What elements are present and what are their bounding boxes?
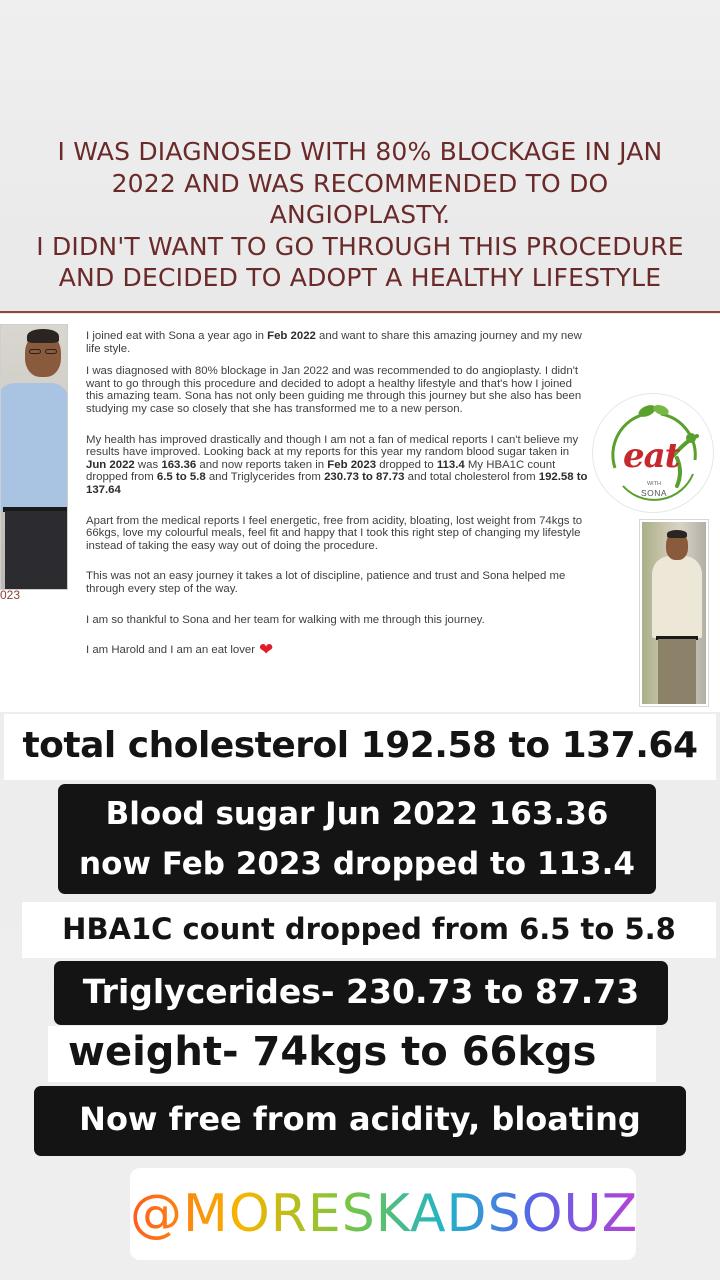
triglycerides-banner: Triglycerides- 230.73 to 87.73	[54, 961, 668, 1025]
testimonial-document	[0, 314, 720, 712]
handle-username: MORESKADSOUZA	[183, 1184, 675, 1244]
hba1c-banner: HBA1C count dropped from 6.5 to 5.8	[22, 902, 716, 958]
blood-sugar-line: Blood sugar Jun 2022 163.36	[105, 796, 609, 832]
eat-with-sona-logo	[592, 393, 714, 513]
acidity-bloating-banner: Now free from acidity, bloating	[34, 1086, 686, 1156]
headline	[30, 136, 690, 294]
headline-line: ANGIOPLASTY.	[269, 200, 451, 229]
weight-banner: weight- 74kgs to 66kgs	[48, 1026, 656, 1082]
logo-name: SONA	[640, 488, 668, 498]
logo-with: WITH	[646, 481, 662, 487]
testimonial-text	[86, 330, 588, 667]
testimonial-paragraph: This was not an easy journey it takes a lot of discipline, patience and trust and Sona helped me through every step of the way.	[86, 570, 566, 595]
year-label: 023	[0, 588, 21, 602]
logo-word: eat	[623, 436, 680, 476]
handle-sticker[interactable]	[130, 1168, 675, 1260]
testimonial-paragraph: I am so thankful to Sona and her team for walking with me through this journey.	[86, 613, 485, 626]
testimonial-paragraph: My health has improved drastically and though I am not a fan of medical reports I can't believe my results have improved. Looking back at my reports for this year my random blood sugar taken in Jun 2022 was 163.36 and now reports taken in Feb 2023 dropped to 113.4 My HBA1C count dropped from 6.5 to 5.8 and Triglycerides from 230.73 to 87.73 and total cholesterol from 192.58 to 137.64	[86, 433, 588, 496]
testimonial-paragraph: Apart from the medical reports I feel energetic, free from acidity, bloating, lost weight from 74kgs to 66kgs, love my colourful meals, feel fit and happy that I took this right step of changing my lifestyle instead of taking the easy way out of doing the procedure.	[86, 514, 583, 552]
blood-sugar-banner	[58, 784, 656, 894]
person-photo-right	[640, 520, 708, 706]
handle-text[interactable]	[130, 1168, 675, 1260]
blood-sugar-line: now Feb 2023 dropped to 113.4	[79, 846, 635, 882]
headline-line: AND DECIDED TO ADOPT A HEALTHY LIFESTYLE	[58, 263, 662, 292]
headline-line: I WAS DIAGNOSED WITH 80% BLOCKAGE IN JAN	[57, 137, 663, 166]
heart-icon: ❤	[259, 640, 274, 660]
testimonial-paragraph: I joined eat with Sona a year ago in Feb 2022 and want to share this amazing journey and my new life style.	[86, 330, 582, 355]
testimonial-paragraph: I am Harold and I am an eat lover ❤	[86, 640, 274, 660]
testimonial-paragraph: I was diagnosed with 80% blockage in Jan 2022 and was recommended to do angioplasty. I didn't want to go through this procedure and decided to adopt a healthy lifestyle and that's how I joined this amazing team. Sona has not only been guiding me through this journey but she also has been studying my case so closely that she has transformed me to a new person.	[86, 365, 582, 415]
headline-line: I DIDN'T WANT TO GO THROUGH THIS PROCEDURE	[36, 231, 684, 261]
divider	[0, 311, 720, 313]
headline-line: 2022 AND WAS RECOMMENDED TO DO	[111, 168, 609, 198]
cholesterol-banner: total cholesterol 192.58 to 137.64	[4, 714, 716, 780]
person-photo-left	[0, 324, 68, 590]
threads-icon: @	[130, 1184, 183, 1244]
